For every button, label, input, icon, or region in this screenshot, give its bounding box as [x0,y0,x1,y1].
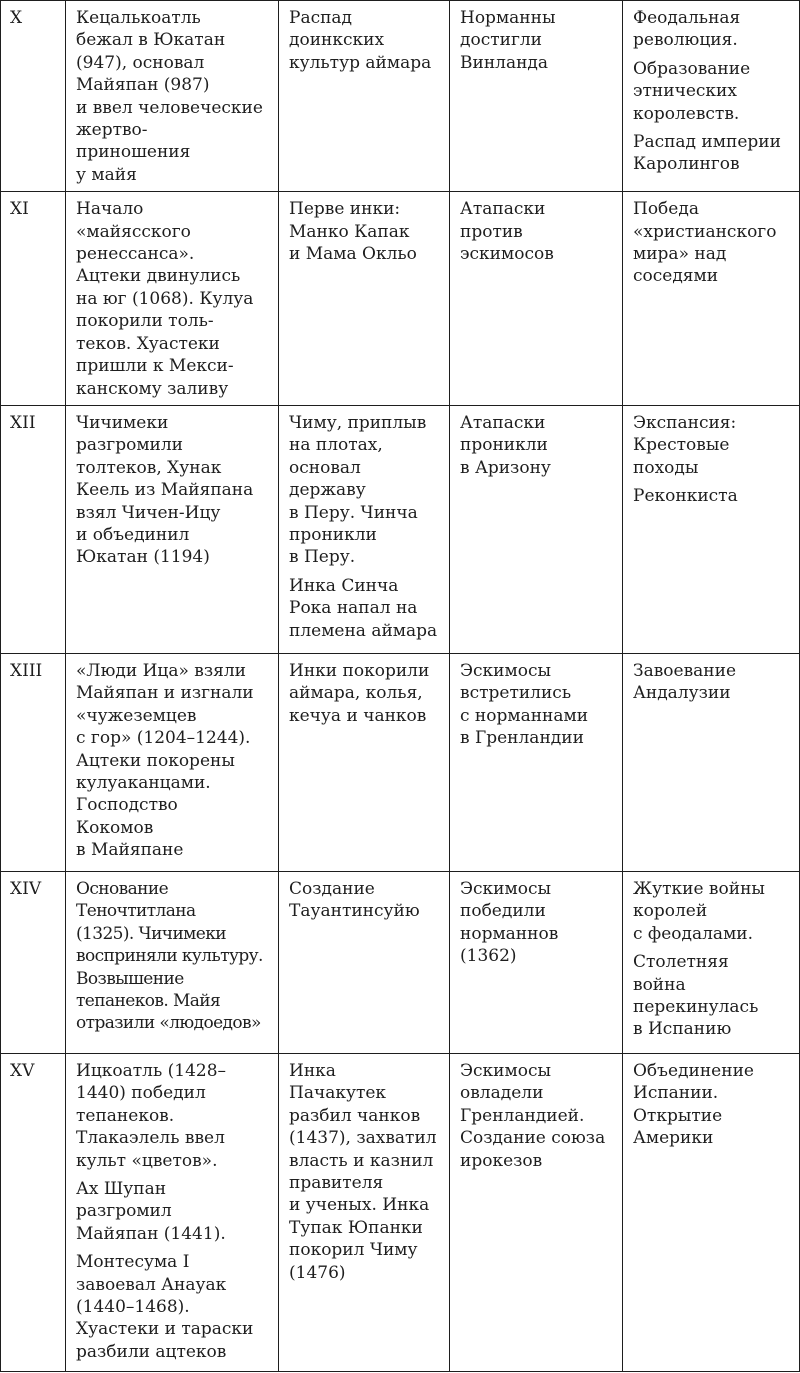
cell-paragraph: Столетняя война перекинулась в Испанию [633,952,759,1040]
cell-paragraph: Реконкиста [633,486,738,507]
mesoamerica-cell [66,653,279,871]
cell-paragraph: Чиму, приплыв на плотах, основал державу в Перу. Чинча проникли в Перу. [289,412,427,568]
europe-cell [623,871,800,1053]
europe-cell [623,1,800,192]
cell-paragraph: «Люди Ица» взяли Майяпан и изгнали «чужеземцев с гор» (1204–1244). Ацтеки покорены кулуаканцами. Господство Кокомов в Майяпане [76,660,254,861]
north-america-cell [450,1,623,192]
europe-cell [623,1053,800,1371]
cell-paragraph: Образование этнических королевств. [633,58,751,124]
north-america-cell [450,871,623,1053]
north-america-cell [450,1053,623,1371]
century-cell [1,192,66,406]
century-cell [1,871,66,1053]
mesoamerica-cell [66,405,279,653]
cell-paragraph: Инки покорили аймара, колья, кечуа и чанков [289,660,430,726]
table-row [1,192,800,406]
europe-cell [623,653,800,871]
andes-cell [279,1053,450,1371]
century-cell [1,1053,66,1371]
cell-paragraph: Эскимосы овладели Гренландией. Создание союза ирокезов [460,1060,606,1171]
cell-paragraph: Инка Пачакутек разбил чанков (1437), захватил власть и казнил правителя и ученых. Инка Тупак Юпанки покорил Чиму (1476) [289,1060,437,1283]
table-row [1,871,800,1053]
century-label: XI [10,199,29,220]
andes-cell [279,871,450,1053]
century-label: X [10,8,23,28]
century-cell [1,653,66,871]
table-row [1,1,800,192]
cell-paragraph: Эскимосы встретились с норманнами в Гренландии [460,660,589,749]
cell-paragraph: Феодальная революция. [633,8,741,51]
century-label: XIV [10,878,42,899]
cell-paragraph: Ицкоатль (1428– 1440) победил тепанеков. Тлакаэлель ввел культ «цветов». [76,1060,227,1171]
century-label: XII [10,412,36,433]
andes-cell [279,1,450,192]
cell-paragraph: Инка Синча Рока напал на племена аймара [289,575,438,641]
table-row [1,405,800,653]
century-label: XIII [10,660,43,681]
mesoamerica-cell [66,871,279,1053]
cell-paragraph: Начало «майясского ренессанса». Ацтеки двинулись на юг (1068). Кулуа покорили толь- теков. Хуастеки пришли к Мекси- канскому заливу [76,199,254,399]
cell-paragraph: Экспансия: Крестовые походы [633,412,737,478]
cell-paragraph: Завоевание Андалузии [633,660,737,704]
century-cell [1,405,66,653]
cell-paragraph: Норманны достигли Винланда [460,8,556,73]
cell-paragraph: Жуткие войны королей с феодалами. [633,878,765,944]
table-row [1,653,800,871]
north-america-cell [450,653,623,871]
table-body [1,1,800,1372]
cell-paragraph: Чичимеки разгромили толтеков, Хунак Кеель из Майяпана взял Чичен-Ицу и объединил Юкатан (1194) [76,412,254,568]
cell-paragraph: Кецалькоатль бежал в Юкатан (947), основал Майяпан (987) и ввел человеческие жертво- приношения у майя [76,8,263,185]
andes-cell [279,653,450,871]
cell-paragraph: Основание Теночтитлана (1325). Чичимеки восприняли культуру. Возвышение тепанеков. Майя отразили «людоедов» [76,878,263,1034]
cell-paragraph: Объединение Испании. Открытие Америки [633,1060,754,1149]
cell-paragraph: Эскимосы победили норманнов (1362) [460,878,559,967]
cell-paragraph: Атапаски против эскимосов [460,199,554,265]
table-row [1,1053,800,1371]
europe-cell [623,405,800,653]
cell-paragraph: Распад доинкских культур аймара [289,8,432,73]
century-label: XV [10,1060,35,1081]
andes-cell [279,192,450,406]
cell-paragraph: Создание Тауантинсуйю [289,878,420,922]
cell-paragraph: Распад империи Каролингов [633,132,781,175]
cell-paragraph: Ах Шупан разгромил Майяпан (1441). [76,1178,226,1244]
andes-cell [279,405,450,653]
mesoamerica-cell [66,1053,279,1371]
north-america-cell [450,405,623,653]
europe-cell [623,192,800,406]
cell-paragraph: Атапаски проникли в Аризону [460,412,551,478]
cell-paragraph: Перве инки: Манко Капак и Мама Окльо [289,199,417,265]
north-america-cell [450,192,623,406]
cell-paragraph: Победа «христианского мира» над соседями [633,199,777,287]
cell-paragraph: Монтесума I завоевал Анауак (1440–1468). Хуастеки и тараски разбили ацтеков [76,1252,254,1362]
mesoamerica-cell [66,192,279,406]
century-cell [1,1,66,192]
mesoamerica-cell [66,1,279,192]
